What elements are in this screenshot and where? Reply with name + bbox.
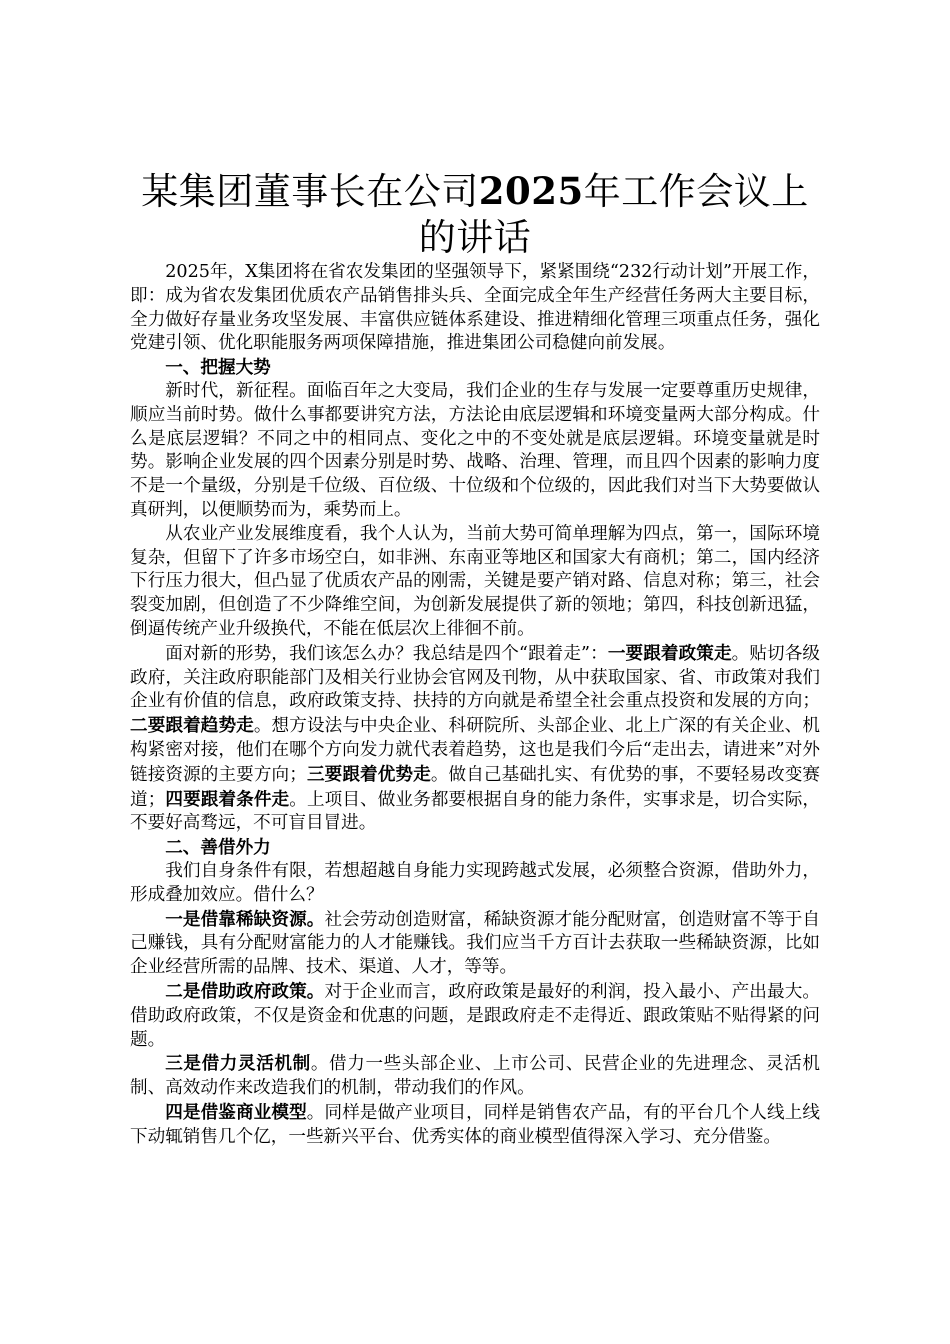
p3-text3: 。做自己基础扎实、有优势的事，不要轻易改变赛道； — [130, 764, 820, 810]
item1-label: 一是借靠稀缺资源。 — [165, 908, 325, 930]
item4-text: 。同样是做产业项目，同样是销售农产品，有的平台几个人线上线下动辄销售几个亿，一些新兴平台、优秀实体的商业模型值得深入学习、充分借鉴。 — [130, 1102, 820, 1147]
title-year: 2025 — [478, 169, 584, 213]
document-page — [130, 168, 820, 1149]
p3-point4: 四要跟着条件走 — [165, 788, 290, 810]
p3-text1: 。贴切各级政府，关注政府职能部门及相关行业协会官网及刊物，从中获取国家、省、市政策对我们企业有价值的信息，政府政策支持、扶持的方向就是希望全社会重点投资和发展的方向； — [130, 643, 820, 712]
section1-heading: 一、把握大势 — [165, 357, 271, 379]
item3-label: 三是借力灵活机制 — [165, 1053, 311, 1075]
section2-paragraph1: 我们自身条件有限，若想超越自身能力实现跨越式发展，必须整合资源，借助外力，形成叠加效应。借什么？ — [130, 860, 820, 905]
section1-paragraph2: 从农业产业发展维度看，我个人认为，当前大势可简单理解为四点，第一，国际环境复杂，但留下了许多市场空白，如非洲、东南亚等地区和国家大有商机；第二，国内经济下行压力很大，但凸显了优质农产品的刚需，关键是要产销对路、信息对称；第三，社会裂变加剧，但创造了不少降维空间，为创新发展提供了新的领地；第四，科技创新迅猛，倒逼传统产业升级换代，不能在低层次上徘徊不前。 — [130, 523, 820, 639]
item4-label: 四是借鉴商业模型 — [165, 1101, 307, 1123]
title-part1: 某集团董事长在公司 — [141, 170, 479, 213]
item2-text: 对于企业而言，政府政策是最好的利润，投入最小、产出最大。借助政府政策，不仅是资金和优惠的问题，是跟政府走不走得近、跟政策贴不贴得紧的问题。 — [130, 981, 820, 1050]
item3-text: 。借力一些头部企业、上市公司、民营企业的先进理念、灵活机制、高效动作来改造我们的机制，带动我们的作风。 — [130, 1054, 820, 1099]
p3-point3: 三要跟着优势走 — [306, 763, 431, 785]
p3-text4: 。上项目、做业务都要根据自身的能力条件，实事求是，切合实际，不要好高骛远，不可盲目冒进。 — [130, 789, 820, 834]
title-part2: 年工作会议上的讲话 — [418, 170, 809, 259]
p3-lead: 面对新的形势，我们该怎么办？我总结是四个“跟着走”： — [165, 643, 608, 664]
p3-text2: 。想方设法与中央企业、科研院所、头部企业、北上广深的有关企业、机构紧密对接，他们在哪个方向发力就代表着趋势，这也是我们今后“走出去，请进来”对外链接资源的主要方向； — [130, 716, 820, 785]
section2-heading: 二、善借外力 — [165, 837, 271, 859]
section2-item1 — [130, 908, 820, 980]
document-body — [130, 261, 820, 1149]
item2-label: 二是借助政府政策。 — [165, 980, 325, 1002]
section1-paragraph3 — [130, 642, 820, 836]
intro-paragraph: 2025年，X集团将在省农发集团的坚强领导下，紧紧围绕“232行动计划”开展工作，即：成为省农发集团优质农产品销售排头兵、全面完成全年生产经营任务两大主要目标，全力做好存量业务攻坚发展、丰富供应链体系建设、推进精细化管理三项重点任务，强化党建引领、优化职能服务两项保障措施，推进集团公司稳健向前发展。 — [130, 262, 820, 354]
section2-item3 — [130, 1052, 820, 1101]
section2-item2 — [130, 980, 820, 1052]
item1-text: 社会劳动创造财富，稀缺资源才能分配财富，创造财富不等于自己赚钱，具有分配财富能力的人才能赚钱。我们应当千方百计去获取一些稀缺资源，比如企业经营所需的品牌、技术、渠道、人才，等等。 — [130, 909, 820, 978]
p3-point2: 二要跟着趋势走 — [130, 715, 254, 737]
document-title — [130, 168, 820, 261]
section1-paragraph1: 新时代，新征程。面临百年之大变局，我们企业的生存与发展一定要尊重历史规律，顺应当前时势。做什么事都要讲究方法，方法论由底层逻辑和环境变量两大部分构成。什么是底层逻辑？不同之中的相同点、变化之中的不变处就是底层逻辑。环境变量就是时势。影响企业发展的四个因素分别是时势、战略、治理、管理，而且四个因素的影响力度不是一个量级，分别是千位级、百位级、十位级和个位级的，因此我们对当下大势要做认真研判，以便顺势而为，乘势而上。 — [130, 380, 820, 520]
section2-item4 — [130, 1101, 820, 1150]
p3-point1: 一要跟着政策走 — [607, 642, 732, 664]
